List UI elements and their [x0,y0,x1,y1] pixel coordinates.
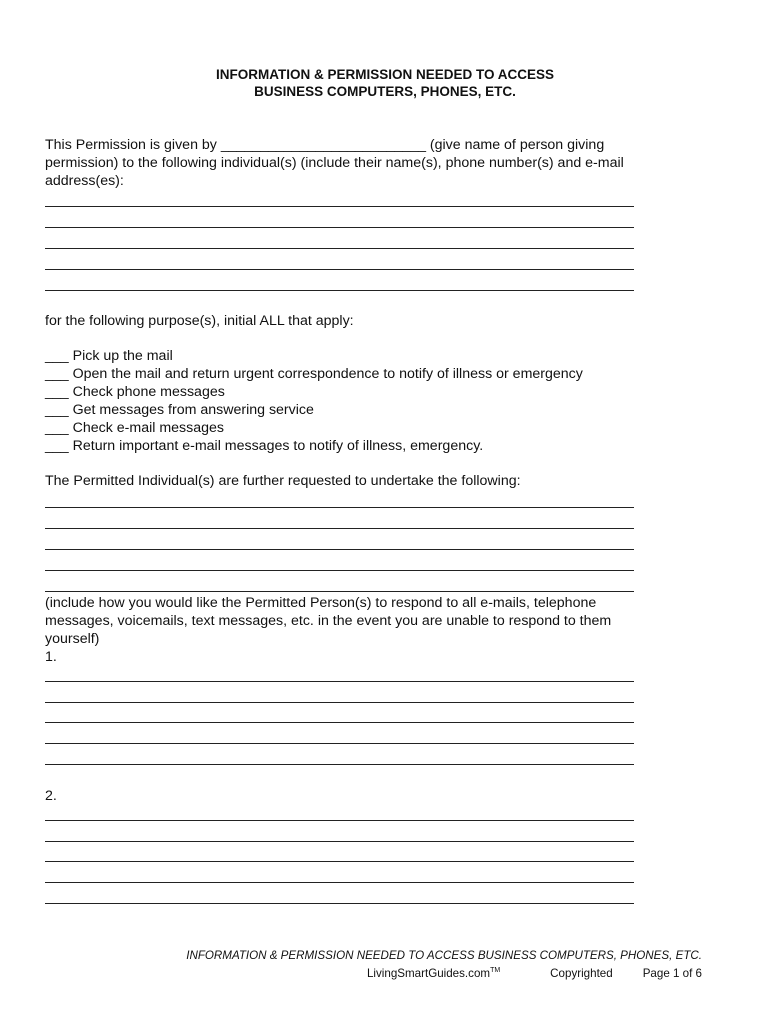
blank-line[interactable] [45,549,634,550]
blank-line[interactable] [45,570,634,571]
purpose-item[interactable]: ___ Open the mail and return urgent correspondence to notify of illness or emergency [45,366,583,382]
intro-line-2: permission) to the following individual(s) (include their name(s), phone number(s) and e-mail [45,155,624,171]
item-2-label: 2. [45,788,57,804]
individuals-blank-lines [45,206,634,311]
blank-line[interactable] [45,764,634,765]
blank-line[interactable] [45,743,634,744]
blank-line[interactable] [45,702,634,703]
footer-site-name: LivingSmartGuides.com [366,966,491,980]
document-title [0,66,770,100]
page-footer [186,948,702,981]
purposes-list [45,347,583,455]
include-note-line-3: yourself) [45,631,100,647]
intro-line-3: address(es): [45,173,124,189]
trademark-mark: TM [490,967,501,974]
footer-title: INFORMATION & PERMISSION NEEDED TO ACCESS BUSINESS COMPUTERS, PHONES, ETC. [186,949,702,962]
item-1-blank-lines [45,681,634,784]
blank-line[interactable] [45,269,634,270]
blank-line[interactable] [45,882,634,883]
footer-page-number: Page 1 of 6 [642,966,702,980]
include-note-line-1: (include how you would like the Permitted Person(s) to respond to all e-mails, telephone [45,595,597,611]
purpose-item[interactable]: ___ Get messages from answering service [45,402,314,418]
title-line-2: BUSINESS COMPUTERS, PHONES, ETC. [254,84,516,99]
blank-line[interactable] [45,722,634,723]
purposes-heading: for the following purpose(s), initial ALL that apply: [45,313,354,329]
blank-line[interactable] [45,903,634,904]
blank-line[interactable] [45,841,634,842]
blank-line[interactable] [45,227,634,228]
blank-line[interactable] [45,681,634,682]
purpose-item[interactable]: ___ Return important e-mail messages to notify of illness, emergency. [45,438,484,454]
blank-line[interactable] [45,290,634,291]
include-note [45,594,725,666]
footer-meta [186,963,702,981]
intro-line-1: This Permission is given by __________________________ (give name of person giving [45,137,605,153]
blank-line[interactable] [45,591,634,592]
purpose-item[interactable]: ___ Check phone messages [45,384,225,400]
blank-line[interactable] [45,206,634,207]
intro-paragraph [45,136,725,190]
purpose-item[interactable]: ___ Pick up the mail [45,348,173,364]
blank-line[interactable] [45,248,634,249]
blank-line[interactable] [45,861,634,862]
item-1-label: 1. [45,649,57,665]
blank-line[interactable] [45,528,634,529]
blank-line[interactable] [45,507,634,508]
item-2-blank-lines [45,820,634,923]
title-line-1: INFORMATION & PERMISSION NEEDED TO ACCESS [215,67,555,82]
blank-line[interactable] [45,820,634,821]
footer-copyright: Copyrighted [550,966,613,980]
footer-site [367,963,500,981]
include-note-line-2: messages, voicemails, text messages, etc. in the event you are unable to respond to them [45,613,612,629]
purpose-item[interactable]: ___ Check e-mail messages [45,420,224,436]
further-request-text: The Permitted Individual(s) are further requested to undertake the following: [45,473,521,489]
